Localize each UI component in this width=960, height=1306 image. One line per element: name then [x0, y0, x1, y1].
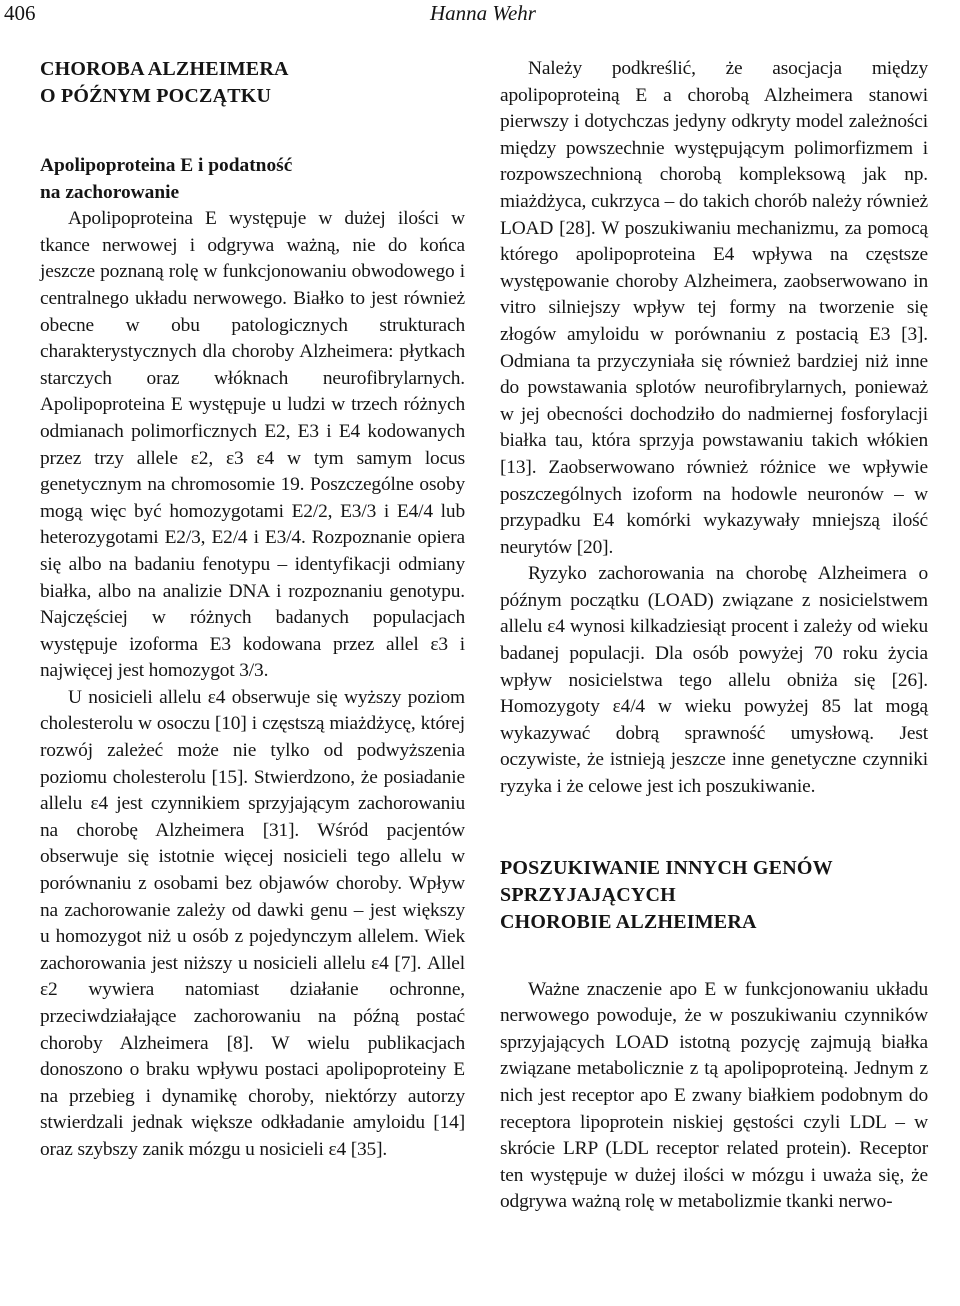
paragraph-association-model: Należy podkreślić, że asocjacja między apolipoproteiną E a chorobą Alzheimera stanowi pierwszy i dotychczas jedyny odkryty model zależności między powszechnie występującym polimorfizmem i rozpowszechnioną chorobą kompleksową jak np. miażdżyca, cukrzyca – do takich chorób należy również LOAD [28]. W poszukiwaniu mechanizmu, za pomocą którego apolipoproteina E4 wpływa na częstsze występowanie choroby Alzheimera, zaobserwowano in vitro silniejszy wpływ tej formy na tworzenie się złogów amyloidu w porównaniu z postacią E3 [3]. Odmiana ta przyczyniała się również bardziej niż inne do powstawania splotów neurofibrylarnych, ponieważ w jej obecności dochodziło do nadmiernej fosforylacji białka tau, która sprzyja powstawaniu takich włókien [13]. Zaobserwowano również różnice we wpływie poszczególnych izoform na hodowle neuronów – w przypadku E4 komórki wykazywały mniejszą ilość neurytów [20].	[500, 58, 928, 558]
section-heading-line-1: POSZUKIWANIE INNYCH GENÓW	[500, 856, 833, 879]
spacer	[500, 801, 928, 855]
spacer	[40, 110, 465, 153]
section-heading-line-3: CHOROBIE ALZHEIMERA	[500, 910, 757, 933]
running-author: Hanna Wehr	[430, 1, 536, 25]
section-heading-line-2: SPRZYJAJĄCYCH	[500, 883, 676, 906]
subsection-heading-apoe	[40, 153, 465, 206]
paragraph-load-risk: Ryzyko zachorowania na chorobę Alzheimera o późnym początku (LOAD) związane z nosicielstwem allelu ε4 wynosi kilkadziesiąt procent i zależy od wieku badanej populacji. Dla osób powyżej 70 roku życia wpływ nosicielstwa tego allelu obniża się [26]. Homozygoty ε4/4 w wieku powyżej 85 lat mogą wykazywać dobrą sprawność umysłową. Jest oczywiste, że istnieją jeszcze inne genetyczne czynniki ryzyka i że celowe jest ich poszukiwanie.	[500, 563, 928, 798]
section-heading-line-1: CHOROBA ALZHEIMERA	[40, 58, 289, 80]
paragraph-apoe-receptor: Ważne znaczenie apo E w funkcjonowaniu układu nerwowego powoduje, że w poszukiwaniu czynników sprzyjających LOAD istotną pozycję zajmują białka związane metabolicznie z tą apolipoproteiną. Jednym z nich jest receptor apo E zwany białkiem podobnym do receptora lipoprotein niskiej gęstości czyli LDL – w skrócie LRP (LDL receptor related protein). Receptor ten występuje w dużej ilości w mózgu i uważa się, że odgrywa ważną rolę w metabolizmie tkanki nerwo-	[500, 978, 928, 1213]
subsection-heading-line-1: Apolipoproteina E i podatność	[40, 155, 293, 176]
running-head	[0, 0, 960, 30]
page-number: 406	[4, 1, 36, 25]
section-heading-late-onset	[40, 56, 465, 110]
paragraph-apoe-intro: Apolipoproteina E występuje w dużej ilości w tkance nerwowej i odgrywa ważną, nie do końca jeszcze poznaną rolę w funkcjonowaniu obwodowego i centralnego układu nerwowego. Białko to jest również obecne w obu patologicznych strukturach charakterystycznych dla choroby Alzheimera: płytkach starczych oraz włóknach neurofibrylarnych. Apolipoproteina E występuje u ludzi w trzech różnych odmianach polimorficznych E2, E3 i E4 kodowanych przez trzy allele ε2, ε3 ε4 w tym samym locus genetycznym na chromosomie 19. Poszczególne osoby mogą więc być homozygotami E2/2, E3/3 i E4/4 lub heterozygotami E2/3, E2/4 i E3/4. Rozpoznanie opiera się albo na badaniu fenotypu – identyfikacji odmiany białka, albo na analizie DNA i rozpoznaniu genotypu. Najczęściej w różnych badanych populacjach występuje izoforma E3 kodowana przez allel ε3 i najwięcej jest homozygot 3/3.	[40, 208, 465, 682]
subsection-heading-line-2: na zachorowanie	[40, 181, 180, 203]
right-column	[500, 56, 928, 1216]
section-heading-line-2: O PÓŹNYM POCZĄTKU	[40, 85, 272, 107]
paragraph-e4-carriers: U nosicieli allelu ε4 obserwuje się wyższy poziom cholesterolu w osoczu [10] i częstszą miażdżycę, której rozwój zależeć może nie tylko od podwyższenia poziomu cholesterolu [15]. Stwierdzono, że posiadanie allelu ε4 jest czynnikiem sprzyjającym zachorowaniu na chorobę Alzheimera [31]. Wśród pacjentów obserwuje się istotnie więcej nosicieli tego allelu w porównaniu z osobami bez objawów choroby. Wpływ na zachorowanie zależy od dawki genu – jest większy u homozygot niż u osób z pojedynczym allelem. Wiek zachorowania jest niższy u nosicieli allelu ε4 [7]. Allel ε2 wywiera natomiast działanie ochronne, przeciwdziałające zachorowaniu na późną postać choroby Alzheimera [8]. W wielu publikacjach donoszono o braku wpływu postaci apolipoproteiny E na przebieg i dynamikę choroby, niektórzy autorzy stwierdzali jednak większe odkładanie amyloidu [14] oraz szybszy zanik mózgu u nosicieli ε4 [35].	[40, 686, 465, 1160]
left-column	[40, 56, 465, 1164]
spacer	[500, 936, 928, 977]
section-heading-other-genes	[500, 855, 928, 936]
